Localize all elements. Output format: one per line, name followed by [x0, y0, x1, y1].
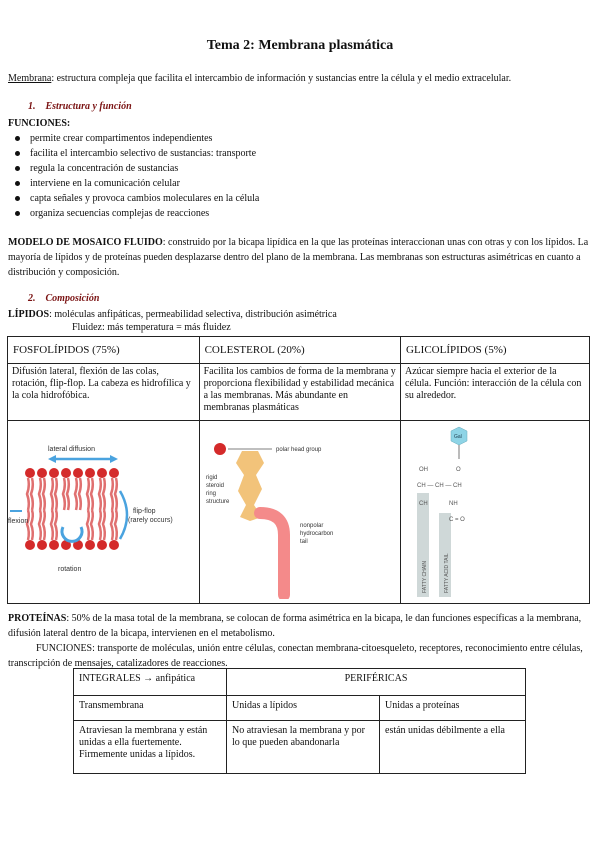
hydrocarbon-label: hydrocarbon	[299, 531, 333, 537]
bottom-leaflet	[25, 510, 119, 550]
header-fosfolipidos: FOSFOLÍPIDOS (75%)	[8, 337, 200, 364]
fatty-acid-label: FATTY ACID TAIL	[444, 553, 450, 593]
list-item: regula la concentración de sustancias	[8, 161, 588, 176]
desc-colesterol: Facilita los cambios de forma de la membrana y proporciona flexibilidad y estabilidad mecánica a las membranas. Más abundante en membranas plasmáticas	[199, 364, 400, 421]
lipid-table	[7, 336, 590, 604]
desc-glicolipidos: Azúcar siempre hacia el exterior de la célula. Función: interacción de la célula con su alrededor.	[401, 364, 590, 421]
section-2-title: Composición	[45, 293, 100, 304]
list-item: permite crear compartimentos independientes	[8, 131, 588, 146]
rotation-label: rotation	[58, 566, 82, 573]
section-1-title: Estructura y función	[45, 101, 132, 112]
modelo-paragraph	[8, 235, 593, 280]
rotation-arrow	[62, 527, 82, 541]
modelo-text: : construido por la bicapa lipídica en la que las proteínas interaccionan unas con otras y con los lípidos. La mayoría de lípidos y de proteínas pueden desplazarse dentro del plano de la membrana. Las membranas son estructuras asimétricas en cuanto a distribución y composición.	[8, 237, 589, 278]
rarely-label: (rarely occurs)	[128, 517, 173, 524]
funciones-heading	[8, 116, 593, 131]
polar-head-label: polar head group	[275, 447, 321, 453]
header-colesterol: COLESTEROL (20%)	[199, 337, 400, 364]
cell-desc-perifericas: No atraviesan la membrana y por lo que pueden abandonarla	[227, 721, 380, 774]
proteinas-funciones-text: : transporte de moléculas, unión entre células, conectan membrana-citoesqueleto, receptores, reconocimiento entre células, transcripción de mensajes, catalizadores de reacciones.	[8, 643, 583, 669]
gal-label: Gal	[454, 434, 462, 440]
flip-flop-arrow	[120, 491, 127, 539]
nonpolar-label: nonpolar	[299, 523, 323, 529]
nh-label: NH	[449, 501, 458, 507]
list-item: capta señales y provoca cambios moleculares en la célula	[8, 191, 588, 206]
proteinas-term: PROTEÍNAS	[8, 613, 67, 624]
flip-flop-label: flip-flop	[133, 508, 156, 515]
intro-text: : estructura compleja que facilita el intercambio de información y sustancias entre la célula y el medio extracelular.	[51, 73, 512, 84]
cholesterol-figure-cell	[199, 421, 400, 604]
cell-transmembrana: Transmembrana	[74, 696, 227, 721]
rigid-label: rigid	[205, 475, 217, 481]
funciones-colon: :	[66, 118, 71, 129]
o-label: O	[456, 467, 461, 473]
intro-paragraph	[8, 71, 593, 86]
co-label: C = O	[449, 517, 465, 523]
cell-unidas-proteinas: Unidas a proteínas	[380, 696, 526, 721]
desc-fosfolipidos: Difusión lateral, flexión de las colas, rotación, flip-flop. La cabeza es hidrofílica y la cola hidrofóbica.	[8, 364, 200, 421]
tail-label: tail	[299, 539, 308, 545]
list-item: facilita el intercambio selectivo de sustancias: transporte	[8, 146, 588, 161]
ch-label: CH	[419, 501, 428, 507]
top-leaflet	[25, 468, 119, 510]
lipidos-term: LÍPIDOS	[8, 309, 50, 320]
hydrocarbon-tail	[260, 513, 284, 595]
arrow-left-icon	[48, 455, 56, 463]
modelo-term: MODELO DE MOSAICO FLUIDO	[8, 237, 163, 248]
arrow-right-icon	[110, 455, 118, 463]
proteinas-funciones-paragraph	[8, 641, 593, 671]
lipidos-text: : moléculas anfipáticas, permeabilidad selectiva, distribución asimétrica	[49, 309, 337, 320]
ring-label: ring	[205, 491, 216, 497]
header-perifericas: PERIFÉRICAS	[227, 669, 526, 696]
cell-desc-integrales: Atraviesan la membrana y están unidas a ella fuertemente. Firmemente unidas a lípidos.	[74, 721, 227, 774]
cholesterol-diagram	[200, 421, 400, 599]
phospholipid-diagram	[8, 421, 198, 599]
cell-unidas-lipidos: Unidas a lípidos	[227, 696, 380, 721]
header-glicolipidos: GLICOLÍPIDOS (5%)	[401, 337, 590, 364]
steroid-label: steroid	[205, 483, 224, 489]
structure-label: structure	[205, 499, 229, 505]
funciones-label: FUNCIONES	[8, 118, 67, 129]
protein-table	[73, 668, 526, 774]
page-title: Tema 2: Membrana plasmática	[206, 38, 394, 53]
fluidez-line: Fluidez: más temperatura = más fluidez	[72, 322, 231, 333]
section-1-number: 1.	[28, 101, 36, 112]
oh-label: OH	[419, 467, 428, 473]
section-2-number: 2.	[28, 293, 36, 304]
cell-desc-proteinas: están unidas débilmente a ella	[380, 721, 526, 774]
proteinas-paragraph	[8, 611, 593, 641]
phospholipid-figure-cell	[8, 421, 200, 604]
glycolipid-figure-cell	[401, 421, 590, 604]
fatty-chain-label: FATTY CHAIN	[422, 560, 428, 593]
list-item: organiza secuencias complejas de reacciones	[8, 206, 588, 221]
proteinas-funciones-label: FUNCIONES	[36, 643, 93, 654]
intro-term: Membrana	[8, 73, 52, 84]
funciones-list	[8, 131, 588, 221]
polar-head	[214, 443, 226, 455]
lipidos-paragraph	[8, 307, 593, 322]
header-integrales: INTEGRALES → anfipática	[74, 669, 227, 696]
list-item: interviene en la comunicación celular	[8, 176, 588, 191]
chain-label: CH — CH — CH	[417, 483, 462, 489]
section-1-heading	[28, 101, 132, 112]
flexion-label: flexion	[8, 518, 29, 525]
lateral-diffusion-label: lateral diffusion	[48, 446, 95, 453]
proteinas-text: : 50% de la masa total de la membrana, se colocan de forma asimétrica en la bicapa, le dan funciones específicas a la membrana, difusión lateral dentro de la bicapa, intervienen en el metabolismo.	[8, 613, 582, 639]
section-2-heading	[28, 293, 99, 304]
glycolipid-diagram	[401, 421, 589, 599]
